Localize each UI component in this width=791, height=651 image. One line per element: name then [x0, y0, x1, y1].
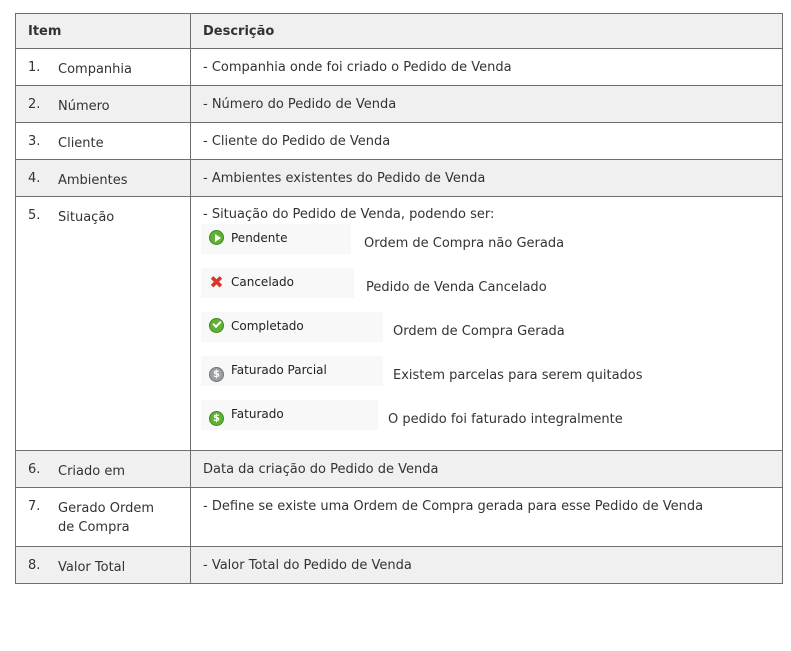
item-label: Gerado Ordem de Compra	[58, 501, 154, 535]
item-cell	[16, 123, 191, 160]
dollar-green-icon: $	[209, 411, 224, 426]
description-cell: Data da criação do Pedido de Venda	[191, 451, 783, 488]
item-cell	[16, 86, 191, 123]
item-label: Ambientes	[58, 173, 128, 188]
status-label: Faturado	[231, 407, 284, 421]
table-row	[16, 86, 783, 123]
description-cell: - Companhia onde foi criado o Pedido de Venda	[191, 49, 783, 86]
status-chip	[201, 312, 383, 342]
item-cell	[16, 160, 191, 197]
table-row-situacao	[16, 197, 783, 451]
table-row	[16, 488, 783, 547]
status-chip	[201, 268, 354, 298]
item-number: 8.	[28, 558, 41, 573]
table-row	[16, 160, 783, 197]
item-label: Situação	[58, 210, 115, 225]
table-row	[16, 547, 783, 584]
status-row-pendente	[203, 224, 782, 268]
table-header-row	[16, 14, 783, 49]
status-label: Completado	[231, 319, 304, 333]
item-number: 6.	[28, 462, 41, 477]
item-number: 3.	[28, 134, 41, 149]
status-description: O pedido foi faturado integralmente	[388, 412, 623, 427]
item-label: Valor Total	[58, 560, 126, 575]
table-row	[16, 49, 783, 86]
status-chip	[201, 356, 383, 386]
field-table-container	[15, 13, 783, 584]
status-description: Pedido de Venda Cancelado	[366, 280, 547, 295]
description-cell: - Valor Total do Pedido de Venda	[191, 547, 783, 584]
item-number: 1.	[28, 60, 41, 75]
item-label: Cliente	[58, 136, 104, 151]
status-label: Pendente	[231, 231, 288, 245]
description-cell: - Número do Pedido de Venda	[191, 86, 783, 123]
description-cell: - Ambientes existentes do Pedido de Venda	[191, 160, 783, 197]
status-row-cancelado	[203, 268, 782, 312]
status-description: Ordem de Compra Gerada	[393, 324, 565, 339]
item-label: Número	[58, 99, 110, 114]
field-description-table	[15, 13, 783, 584]
situacao-intro: - Situação do Pedido de Venda, podendo ser:	[203, 207, 495, 222]
status-label: Faturado Parcial	[231, 363, 327, 377]
status-list	[203, 222, 782, 444]
item-label: Criado em	[58, 464, 125, 479]
item-label: Companhia	[58, 62, 132, 77]
status-description: Existem parcelas para serem quitados	[393, 368, 643, 383]
status-description: Ordem de Compra não Gerada	[364, 236, 565, 251]
status-label: Cancelado	[231, 275, 294, 289]
table-row	[16, 123, 783, 160]
play-circle-icon	[209, 230, 224, 245]
description-cell	[191, 197, 783, 451]
item-cell	[16, 547, 191, 584]
status-row-completado	[203, 312, 782, 356]
item-cell	[16, 49, 191, 86]
x-mark-icon: ✖	[209, 273, 224, 293]
status-chip	[201, 224, 351, 254]
item-cell	[16, 451, 191, 488]
header-descricao: Descrição	[191, 14, 783, 49]
table-row	[16, 451, 783, 488]
check-circle-icon	[209, 318, 224, 333]
status-row-faturado-parcial	[203, 356, 782, 400]
item-number: 4.	[28, 171, 41, 186]
dollar-gray-icon: $	[209, 367, 224, 382]
item-number: 2.	[28, 97, 41, 112]
item-cell	[16, 488, 191, 547]
item-cell	[16, 197, 191, 451]
item-number: 5.	[28, 208, 41, 223]
header-item: Item	[16, 14, 191, 49]
description-cell: - Cliente do Pedido de Venda	[191, 123, 783, 160]
item-number: 7.	[28, 499, 41, 514]
status-row-faturado	[203, 400, 782, 444]
description-cell: - Define se existe uma Ordem de Compra gerada para esse Pedido de Venda	[191, 488, 783, 547]
status-chip	[201, 400, 378, 430]
